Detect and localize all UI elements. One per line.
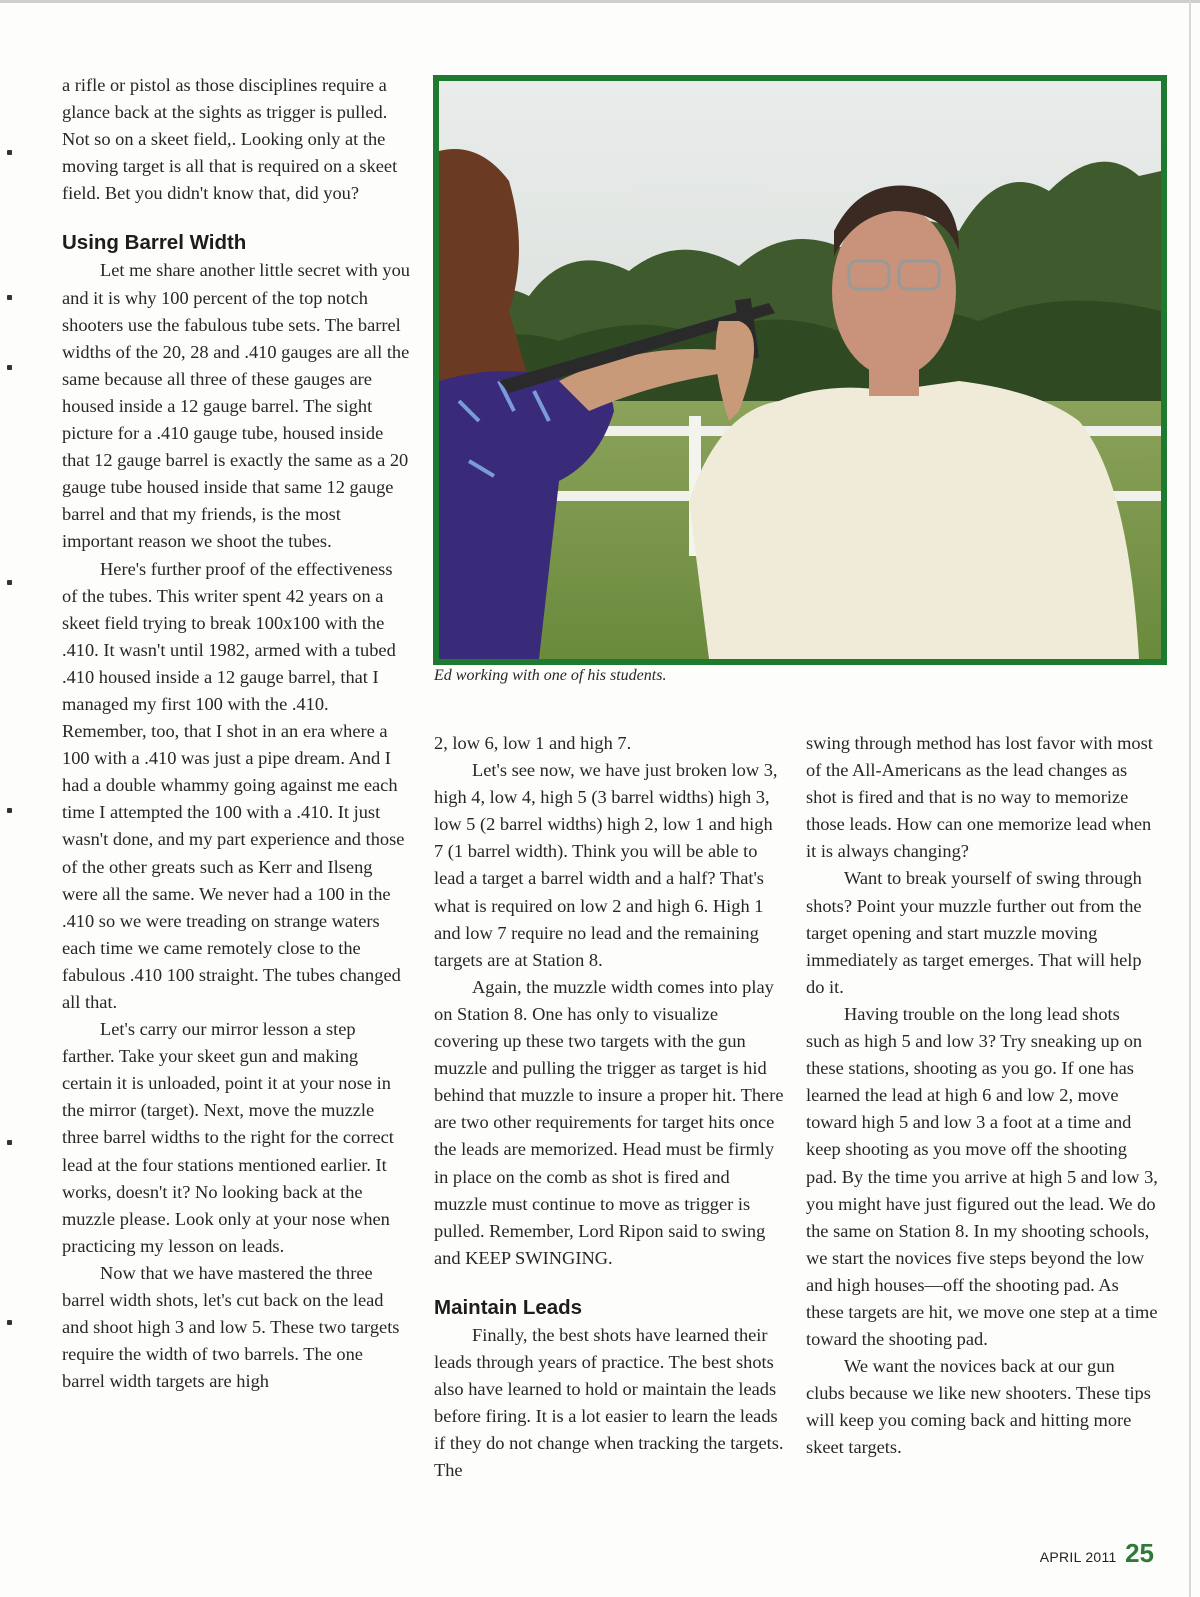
column-1-intro-paragraph: a rifle or pistol as those disciplines require a glance back at the sights as trigger is pulled. Not so on a skeet field,. Looking only at the moving target is all that is required on a skeet field. Bet you didn't know that, did you? xyxy=(62,75,398,204)
section-heading-using-barrel-width: Using Barrel Width xyxy=(62,231,247,255)
binding-mark xyxy=(7,580,12,585)
paragraph: Having trouble on the long lead shots such as high 5 and low 3? Try sneaking up on these stations, shooting as you go. If one has learned the lead at high 6 and low 2, move toward high 5 and low 3 a foot at a time and keep shooting as you move off the shooting pad. By the time you arrive at high 5 and low 3, you might have just figured out the lead. We do the same on Station 8. In my shooting schools, we start the novices five steps beyond the low and high houses—off the shooting pad. As these targets are hit, we move one step at a time toward the shooting pad. xyxy=(806,1003,1158,1350)
article-column-3 xyxy=(806,730,1158,1462)
paragraph: Now that we have mastered the three barrel width shots, let's cut back on the lead and shoot high 3 and low 5. These two targets require the width of two barrels. The one barrel width targets are high xyxy=(62,1262,400,1392)
binding-mark xyxy=(7,808,12,813)
paragraph: Want to break yourself of swing through shots? Point your muzzle further out from the target opening and start muzzle moving immediately as target emerges. That will help do it. xyxy=(806,868,1142,997)
issue-date: APRIL 2011 xyxy=(1039,1549,1117,1565)
column-3-intro-paragraph: swing through method has lost favor with most of the All-Americans as the lead changes as shot is fired and that is no way to memorize those leads. How can one memorize lead when it is always changing? xyxy=(806,733,1153,862)
article-column-2 xyxy=(434,730,784,1484)
page-folio xyxy=(1040,1538,1154,1569)
instructor-student-photo xyxy=(439,81,1161,659)
column-2-intro-paragraph: 2, low 6, low 1 and high 7. xyxy=(434,733,632,753)
paragraph: Here's further proof of the effectiveness of the tubes. This writer spent 42 years on a skeet field trying to break 100x100 with the .410. It wasn't until 1982, armed with a tubed .410 housed inside a 12 gauge barrel, that I managed my first 100 with the .410. Remember, too, that I shot in an era where a 100 with a .410 was just a pipe dream. And I had a double whammy going against me each time I attempted the 100 with a .410. It just wasn't done, and my part experience and those of the other greats such as Kerr and Ilseng were all the same. We never had a 100 in the .410 so we were treading on strange waters each time we came remotely close to the fabulous .410 100 straight. The tubes changed all that. xyxy=(62,558,405,1012)
binding-mark xyxy=(7,295,12,300)
paragraph: We want the novices back at our gun clubs because we like new shooters. These tips will keep you coming back and hitting more skeet targets. xyxy=(806,1356,1151,1458)
paragraph: Let's see now, we have just broken low 3, high 4, low 4, high 5 (3 barrel widths) high 3, low 5 (2 barrel widths) high 2, low 1 and high 7 (1 barrel width). Think you will be able to lead a target a barrel width and a half? That's what is required on low 2 and high 6. High 1 and low 7 require no lead and the remaining targets are at Station 8. xyxy=(434,760,778,970)
binding-mark xyxy=(7,365,12,370)
section-heading-maintain-leads: Maintain Leads xyxy=(434,1295,583,1319)
binding-marks xyxy=(4,140,18,1440)
binding-mark xyxy=(7,150,12,155)
paragraph: Let's carry our mirror lesson a step farther. Take your skeet gun and making certain it is unloaded, point it at your nose in the mirror (target). Next, move the muzzle three barrel widths to the right for the correct lead at the four stations mentioned earlier. It works, doesn't it? No looking back at the muzzle please. Look only at your nose when practicing my lesson on leads. xyxy=(62,1019,394,1256)
binding-mark xyxy=(7,1320,12,1325)
paragraph: Let me share another little secret with you and it is why 100 percent of the top notch shooters use the fabulous tube sets. The barrel widths of the 20, 28 and .410 gauges are all the same because all three of these gauges are housed inside a 12 gauge barrel. The sight picture for a .410 gauge tube, housed inside that 12 gauge barrel is exactly the same as a 20 gauge tube housed inside that same 12 gauge barrel and that my friends, is the most important reason we shoot the tubes. xyxy=(62,260,410,552)
photo-caption: Ed working with one of his students. xyxy=(434,667,667,684)
page-number: 25 xyxy=(1125,1538,1154,1568)
binding-mark xyxy=(7,1140,12,1145)
paragraph: Finally, the best shots have learned their leads through years of practice. The best shots also have learned to hold or maintain the leads before firing. It is a lot easier to learn the leads if they do not change when tracking the targets. The xyxy=(434,1324,784,1481)
page-top-edge xyxy=(0,0,1200,3)
paragraph: Again, the muzzle width comes into play on Station 8. One has only to visualize covering up these two targets with the gun muzzle and pulling the trigger as target is hid behind that muzzle to insure a proper hit. There are two other requirements for target hits once the leads are memorized. Head must be firmly in place on the comb as shot is fired and muzzle must continue to move as trigger is pulled. Remember, Lord Ripon said to swing and KEEP SWINGING. xyxy=(434,976,784,1268)
article-photo xyxy=(433,75,1167,665)
page-right-edge xyxy=(1189,0,1191,1597)
article-column-1 xyxy=(62,72,410,1395)
